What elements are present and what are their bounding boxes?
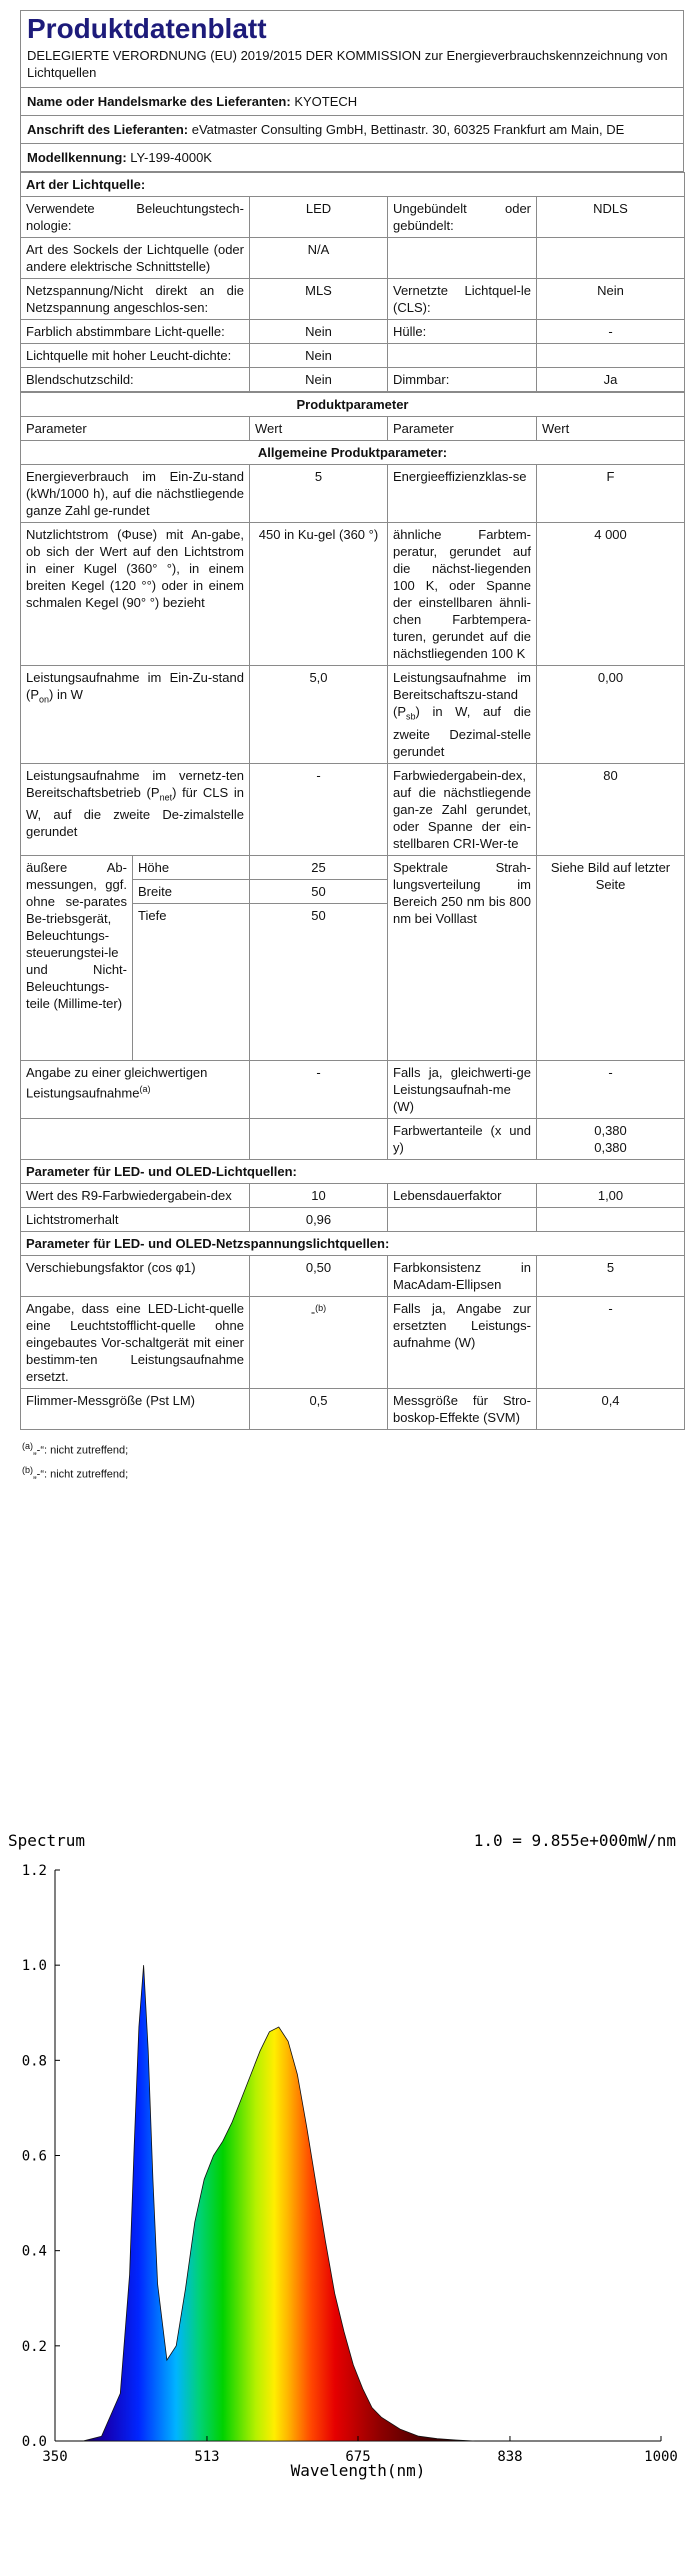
pnet-label xyxy=(21,763,250,855)
chart-title: Spectrum xyxy=(8,1831,86,1850)
cct-label: ähnliche Farbtem-peratur, gerundet auf die nächst-liegenden 100 K, oder Spanne der einstellbaren ähnli-chen Farbtempera-turen, gerundet auf die nächstliegenden 100 K xyxy=(388,523,537,666)
footnote-a xyxy=(22,1436,682,1461)
dim-depth-value: 50 xyxy=(250,903,388,1060)
y-tick-label: 0.8 xyxy=(21,2053,47,2070)
chroma-x: 0,380 xyxy=(594,1122,627,1138)
pnet-value: - xyxy=(250,763,388,855)
y-tick-label: 0.4 xyxy=(21,2243,47,2260)
ls-value xyxy=(537,344,685,368)
flux-label: Nutzlichtstrom (Φuse) mit An-gabe, ob sich der Wert auf den Lichtstrom in einer Kugel (360° °), in einem breiten Kegel (120 °°) oder in einem schmalen Kegel (90° °) bezieht xyxy=(21,523,250,666)
efficiency-class-value: F xyxy=(537,465,685,523)
col-value: Wert xyxy=(250,417,388,441)
psb-label xyxy=(388,666,537,764)
ls-value: Nein xyxy=(537,279,685,320)
product-params-heading: Produktparameter xyxy=(21,393,685,417)
supplier-name-label: Name oder Handelsmarke des Lieferanten: xyxy=(27,94,291,109)
replace-value xyxy=(250,1296,388,1388)
mains-params-heading: Parameter für LED- und OLED-Netzspannungslichtquellen: xyxy=(21,1231,685,1255)
y-tick-label: 0.0 xyxy=(21,2434,47,2450)
pon-sub: on xyxy=(39,694,50,705)
ls-value: LED xyxy=(250,197,388,238)
replace-sup: (b) xyxy=(315,1302,327,1313)
model-label: Modellkennung: xyxy=(27,150,127,165)
shift-label: Verschiebungsfaktor (cos φ1) xyxy=(21,1255,250,1296)
col-param: Parameter xyxy=(21,417,250,441)
psb-value: 0,00 xyxy=(537,666,685,764)
dim-depth-label: Tiefe xyxy=(133,903,250,1060)
col-param: Parameter xyxy=(388,417,537,441)
cct-value: 4 000 xyxy=(537,523,685,666)
replace-dash: - xyxy=(310,1303,316,1319)
pnet-text-end: ) für CLS in W, auf die zweite De-zimalstelle gerundet xyxy=(26,784,244,840)
ls-label xyxy=(388,238,537,279)
pon-value: 5,0 xyxy=(250,666,388,764)
psb-text-end: ) in W, auf die zweite Dezimal-stelle gerundet xyxy=(393,704,531,759)
supplier-address-row xyxy=(20,116,684,144)
empty-cell xyxy=(250,1118,388,1159)
efficiency-class-label: Energieeffizienzklas-se xyxy=(388,465,537,523)
chroma-value xyxy=(537,1118,685,1159)
chroma-label: Farbwertanteile (x und y) xyxy=(388,1118,537,1159)
y-tick-label: 1.2 xyxy=(21,1863,47,1879)
ls-label: Lichtquelle mit hoher Leucht-dichte: xyxy=(21,344,250,368)
led-params-heading: Parameter für LED- und OLED-Lichtquellen: xyxy=(21,1159,685,1183)
equiv-power-label xyxy=(21,1060,250,1118)
energy-consumption-value: 5 xyxy=(250,465,388,523)
supplier-name-row xyxy=(20,88,684,116)
ls-label: Art des Sockels der Lichtquelle (oder andere elektrische Schnittstelle) xyxy=(21,238,250,279)
page-subtitle: DELEGIERTE VERORDNUNG (EU) 2019/2015 DER KOMMISSION zur Energieverbrauchskennzeichnung von Lichtquellen xyxy=(20,45,684,88)
flicker-value: 0,5 xyxy=(250,1388,388,1429)
col-value: Wert xyxy=(537,417,685,441)
svm-value: 0,4 xyxy=(537,1388,685,1429)
shift-value: 0,50 xyxy=(250,1255,388,1296)
spd-label: Spektrale Strah-lungsverteilung im Bereich 250 nm bis 800 nm bei Volllast xyxy=(388,855,537,1060)
footnote-b-mark: (b) xyxy=(22,1465,33,1476)
ls-value xyxy=(537,238,685,279)
equiv-w-label: Falls ja, gleichwerti-ge Leistungsaufnah-me (W) xyxy=(388,1060,537,1118)
y-tick-label: 0.6 xyxy=(21,2148,47,2165)
pon-text-end: ) in W xyxy=(49,687,83,702)
footnote-a-text: „-“: nicht zutreffend; xyxy=(33,1444,129,1457)
psb-sub: sb xyxy=(406,711,416,722)
light-source-heading: Art der Lichtquelle: xyxy=(21,173,685,197)
r9-label: Wert des R9-Farbwiedergabein-dex xyxy=(21,1183,250,1207)
empty-cell xyxy=(21,1118,250,1159)
ls-value: Nein xyxy=(250,320,388,344)
footnote-a-mark: (a) xyxy=(22,1440,33,1451)
ls-label: Farblich abstimmbare Licht-quelle: xyxy=(21,320,250,344)
replace-w-label: Falls ja, Angabe zur ersetzten Leistungs-aufnahme (W) xyxy=(388,1296,537,1388)
y-tick-label: 0.2 xyxy=(21,2338,47,2355)
x-tick-label: 513 xyxy=(194,2449,220,2465)
y-tick-label: 1.0 xyxy=(21,1958,47,1975)
pnet-text: Leistungsaufnahme im vernetz-ten Bereitschaftsbetrieb (P xyxy=(26,767,244,800)
lifetime-label: Lebensdauerfaktor xyxy=(388,1183,537,1207)
ls-label: Dimmbar: xyxy=(388,368,537,392)
spectrum-area xyxy=(83,1965,475,2441)
maintenance-value: 0,96 xyxy=(250,1207,388,1231)
x-axis-label: Wavelength(nm) xyxy=(290,2461,426,2480)
model-row xyxy=(20,144,684,172)
svm-label: Messgröße für Stro-boskop-Effekte (SVM) xyxy=(388,1388,537,1429)
r9-value: 10 xyxy=(250,1183,388,1207)
empty-cell xyxy=(388,1207,537,1231)
ls-value: Ja xyxy=(537,368,685,392)
x-tick-label: 838 xyxy=(497,2449,523,2465)
page-title: Produktdatenblatt xyxy=(20,10,684,45)
ls-value: NDLS xyxy=(537,197,685,238)
dim-height-label: Höhe xyxy=(133,855,250,879)
x-tick-label: 675 xyxy=(345,2449,371,2465)
psb-text: Leistungsaufnahme im Bereitschaftszu-stand (P xyxy=(393,670,531,719)
footnote-b xyxy=(22,1460,682,1485)
ls-value: Nein xyxy=(250,368,388,392)
x-tick-label: 350 xyxy=(42,2449,68,2465)
ls-label xyxy=(388,344,537,368)
energy-consumption-label: Energieverbrauch im Ein-Zu-stand (kWh/1000 h), auf die nächstliegende ganze Zahl ge-rundet xyxy=(21,465,250,523)
supplier-address-label: Anschrift des Lieferanten: xyxy=(27,122,189,137)
equiv-w-value: - xyxy=(537,1060,685,1118)
empty-cell xyxy=(537,1207,685,1231)
macadam-value: 5 xyxy=(537,1255,685,1296)
footnotes xyxy=(20,1430,684,1485)
product-params-table xyxy=(20,392,685,1430)
replace-label: Angabe, dass eine LED-Licht-quelle eine Leuchtstofflicht-quelle ohne eingebautes Vor-schaltgerät mit einer bestimm-ten Leistungsaufnahme ersetzt. xyxy=(21,1296,250,1388)
cri-label: Farbwiedergabein-dex, auf die nächstliegende gan-ze Zahl gerundet, oder Spanne der ein-stellbaren CRI-Wer-te xyxy=(388,763,537,855)
light-source-table xyxy=(20,172,685,392)
model-value: LY-199-4000K xyxy=(130,150,212,165)
footnote-b-text: „-“: nicht zutreffend; xyxy=(33,1468,129,1481)
ls-value: Nein xyxy=(250,344,388,368)
ls-label: Verwendete Beleuchtungstech-nologie: xyxy=(21,197,250,238)
ls-value: MLS xyxy=(250,279,388,320)
equiv-power-value: - xyxy=(250,1060,388,1118)
chart-annotation: 1.0 = 9.855e+000mW/nm xyxy=(473,1831,676,1850)
supplier-name-value: KYOTECH xyxy=(294,94,358,109)
spd-value: Siehe Bild auf letzter Seite xyxy=(537,855,685,1060)
ls-label: Vernetzte Lichtquel-le (CLS): xyxy=(388,279,537,320)
cri-value: 80 xyxy=(537,763,685,855)
ls-label: Netzspannung/Nicht direkt an die Netzspannung angeschlos-sen: xyxy=(21,279,250,320)
macadam-label: Farbkonsistenz in MacAdam-Ellipsen xyxy=(388,1255,537,1296)
general-params-heading: Allgemeine Produktparameter: xyxy=(21,441,685,465)
ls-label: Blendschutzschild: xyxy=(21,368,250,392)
spectrum-chart xyxy=(0,1820,698,2480)
product-data-sheet xyxy=(20,10,684,1485)
equiv-text: Angabe zu einer gleichwertigen Leistungsaufnahme xyxy=(26,1064,208,1100)
equiv-sup: (a) xyxy=(139,1083,151,1094)
maintenance-label: Lichtstromerhalt xyxy=(21,1207,250,1231)
ls-label: Ungebündelt oder gebündelt: xyxy=(388,197,537,238)
supplier-address-value: eVatmaster Consulting GmbH, Bettinastr. 30, 60325 Frankfurt am Main, DE xyxy=(191,122,625,137)
flicker-label: Flimmer-Messgröße (Pst LM) xyxy=(21,1388,250,1429)
dim-width-value: 50 xyxy=(250,879,388,903)
pnet-sub: net xyxy=(159,792,173,803)
dim-height-value: 25 xyxy=(250,855,388,879)
dimensions-label: äußere Ab-messungen, ggf. ohne se-parates Be-triebsgerät, Beleuchtungs-steuerungstei-le und Nicht-Beleuchtungs-teile (Millime-ter) xyxy=(21,855,133,1060)
ls-value: - xyxy=(537,320,685,344)
pon-text: Leistungsaufnahme im Ein-Zu-stand (P xyxy=(26,670,244,702)
x-tick-label: 1000 xyxy=(644,2449,678,2465)
ls-label: Hülle: xyxy=(388,320,537,344)
chroma-y: 0,380 xyxy=(594,1139,627,1155)
pon-label xyxy=(21,666,250,764)
replace-w-value: - xyxy=(537,1296,685,1388)
ls-value: N/A xyxy=(250,238,388,279)
dim-width-label: Breite xyxy=(133,879,250,903)
lifetime-value: 1,00 xyxy=(537,1183,685,1207)
flux-value: 450 in Ku-gel (360 °) xyxy=(250,523,388,666)
